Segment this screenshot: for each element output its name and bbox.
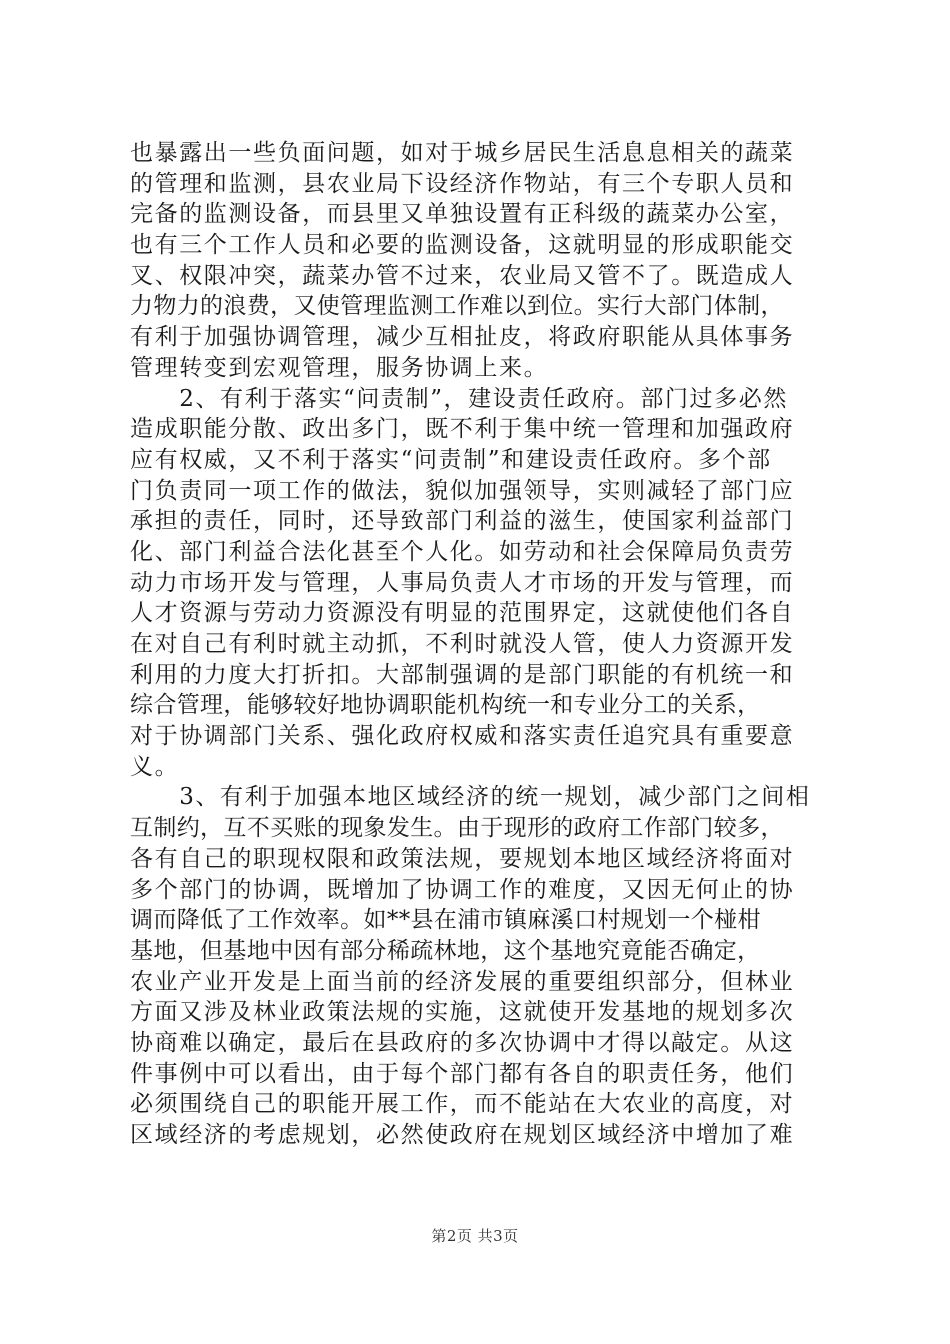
text-line: 利用的力度大打折扣。大部制强调的是部门职能的有机统一和 — [130, 661, 795, 688]
text-line: 各有自己的职现权限和政策法规，要规划本地区域经济将面对 — [130, 845, 795, 872]
text-line: 有利于加强协调管理，减少互相扯皮，将政府职能从具体事务 — [130, 324, 795, 351]
text-line: 区域经济的考虑规划，必然使政府在规划区域经济中增加了难 — [130, 1122, 795, 1148]
text-line: 也暴露出一些负面问题，如对于城乡居民生活息息相关的蔬菜 — [130, 140, 795, 166]
paragraph-start-line: 2、有利于落实“问责制”，建设责任政府。部门过多必然 — [130, 385, 788, 412]
text-line: 在对自己有利时就主动抓，不利时就没人管，使人力资源开发 — [130, 631, 795, 657]
text-line: 也有三个工作人员和必要的监测设备，这就明显的形成职能交 — [130, 232, 795, 259]
paragraph-start-line: 3、有利于加强本地区域经济的统一规划，减少部门之间相 — [130, 784, 811, 811]
text-line: 多个部门的协调，既增加了协调工作的难度，又因无何止的协 — [130, 876, 795, 903]
text-line: 协商难以确定，最后在县政府的多次协调中才得以敲定。从这 — [130, 1029, 795, 1056]
page-footer: 第2页 共3页 — [431, 1227, 519, 1245]
text-line: 化、部门利益合法化甚至个人化。如劳动和社会保障局负责劳 — [130, 538, 795, 565]
text-line: 互制约，互不买账的现象发生。由于现形的政府工作部门较多， — [130, 815, 784, 842]
text-line: 应有权威，又不利于落实“问责制”和建设责任政府。多个部 — [130, 446, 772, 473]
text-line: 完备的监测设备，而县里又单独设置有正科级的蔬菜办公室， — [130, 201, 795, 228]
text-line: 方面又涉及林业政策法规的实施，这就使开发基地的规划多次 — [130, 999, 795, 1026]
text-line: 承担的责任，同时，还导致部门利益的滋生，使国家利益部门 — [130, 508, 795, 535]
text-line: 造成职能分散、政出多门，既不利于集中统一管理和加强政府 — [130, 416, 795, 443]
text-line: 力物力的浪费，又使管理监测工作难以到位。实行大部门体制， — [130, 293, 784, 320]
text-line: 的管理和监测，县农业局下设经济作物站，有三个专职人员和 — [130, 170, 795, 197]
text-line: 动力市场开发与管理，人事局负责人才市场的开发与管理，而 — [130, 569, 795, 596]
text-line: 基地，但基地中因有部分稀疏林地，这个基地究竟能否确定， — [130, 937, 761, 964]
body-text — [130, 138, 820, 1151]
text-line: 管理转变到宏观管理，服务协调上来。 — [130, 354, 549, 381]
text-line: 调而降低了工作效率。如**县在浦市镇麻溪口村规划一个椪柑 — [130, 907, 761, 934]
text-line: 必须围绕自己的职能开展工作，而不能站在大农业的高度，对 — [130, 1091, 795, 1118]
text-line: 对于协调部门关系、强化政府权威和落实责任追究具有重要意 — [130, 723, 795, 750]
text-line: 人才资源与劳动力资源没有明显的范围界定，这就使他们各自 — [130, 600, 795, 627]
text-line: 义。 — [130, 753, 180, 780]
text-line: 农业产业开发是上面当前的经济发展的重要组织部分，但林业 — [130, 968, 795, 995]
text-line: 叉、权限冲突，蔬菜办管不过来，农业局又管不了。既造成人 — [130, 262, 795, 289]
text-line: 件事例中可以看出，由于每个部门都有各自的职责任务，他们 — [130, 1060, 795, 1087]
text-line: 门负责同一项工作的做法，貌似加强领导，实则减轻了部门应 — [130, 477, 795, 504]
text-line: 综合管理，能够较好地协调职能机构统一和专业分工的关系， — [130, 692, 761, 719]
